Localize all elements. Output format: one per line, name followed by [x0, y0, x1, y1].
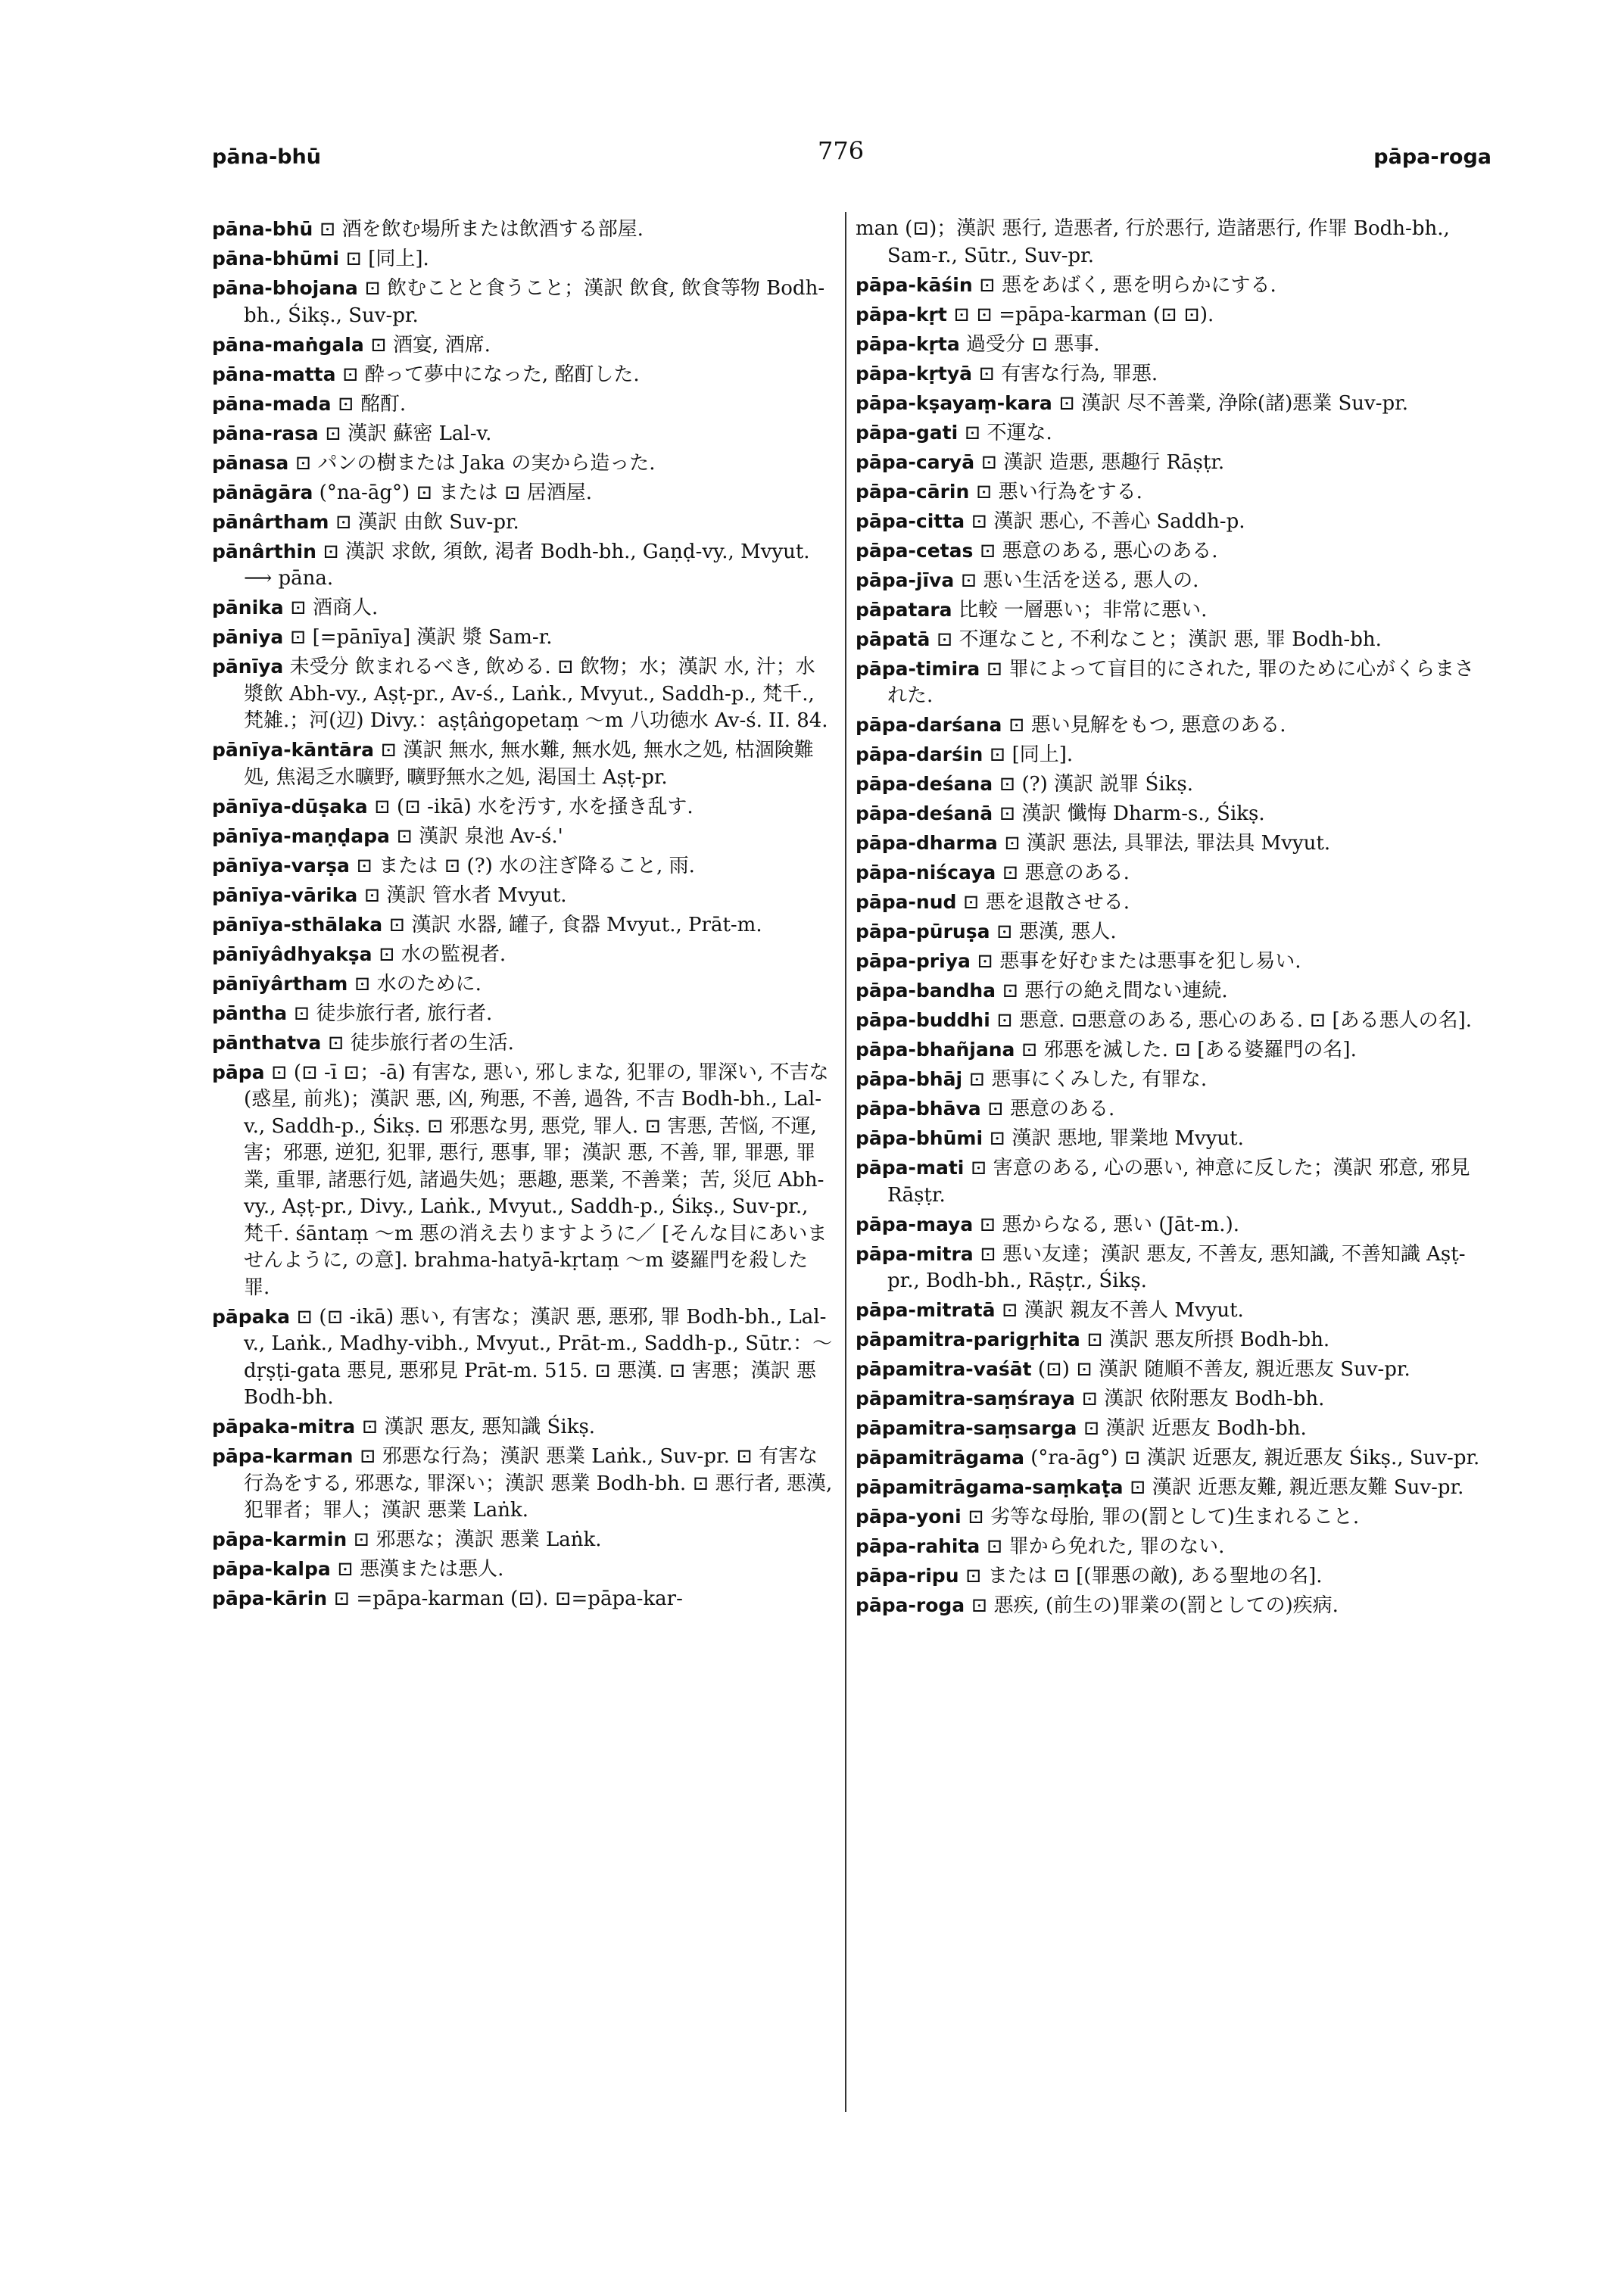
definition: ⊡ 不運な. — [964, 421, 1052, 444]
definition: ⊡ 漢訳 悪友, 悪知識 Śikṣ. — [361, 1416, 596, 1438]
dictionary-entry — [212, 1443, 833, 1525]
definition: ⊡ 漢訳 無水, 無水難, 無水処, 無水之処, 枯涸険難処, 焦渇乏水曠野, 曠野無水之処, 渇国土 Aṣṭ-pr. — [244, 739, 814, 789]
definition: ⊡ 劣等な母胎, 罪の(罰として)生まれること. — [968, 1506, 1360, 1528]
definition: ⊡ 不運なこと, 不利なこと；漢訳 悪, 罪 Bodh-bh. — [936, 628, 1382, 651]
definition: ⊡ 漢訳 由飲 Suv-pr. — [335, 510, 519, 534]
dictionary-entry — [212, 737, 833, 791]
dictionary-entry — [856, 771, 1484, 799]
definition: ⊡ 酔って夢中になった, 酩酊した. — [341, 363, 640, 386]
dictionary-entry — [212, 594, 833, 622]
headword: pāpa-kṛt — [856, 303, 947, 326]
definition: ⊡ 飲むことと食うこと；漢訳 飲食, 飲食等物 Bodh-bh., Śikṣ., Suv-pr. — [244, 277, 825, 327]
definition: ⊡ 漢訳 水器, 罐子, 食器 Mvyut., Prāt-m. — [388, 913, 762, 936]
page-header — [212, 136, 1492, 182]
definition: ⊡ 水のために. — [354, 972, 482, 995]
definition: ⊡ 悪漢, 悪人. — [996, 921, 1117, 943]
definition: ⊡ パンの樹または Jaka の実から造った. — [295, 451, 656, 475]
headword: pānīyâdhyakṣa — [212, 942, 372, 965]
dictionary-entry — [856, 508, 1484, 536]
definition: ⊡ 悪い見解をもつ, 悪意のある. — [1008, 714, 1286, 737]
dictionary-entry — [856, 1241, 1484, 1295]
definition: ⊡ 悪からなる, 悪い (Jāt-m.). — [979, 1213, 1239, 1236]
headword: pāpa-kṣayaṃ-kara — [856, 391, 1052, 414]
definition: ⊡ (⊡ -ī ⊡；-ā) 有害な, 悪い, 邪しまな, 犯罪の, 罪深い, 不吉な(惑星, 前兆)；漢訳 悪, 凶, 殉悪, 不善, 過咎, 不吉 Bodh-bh., Lal-v., Saddh-p., Śikṣ. ⊡ 邪悪な男, 悪党, 罪人. ⊡ 害悪, 苦悩, 不運, 害；邪悪, 逆犯, 犯罪, 悪行, 悪事, 罪；漢訳 悪, 不善, 罪, 罪悪, 罪業, 重罪, 諸悪行処, 諸過失処；悪趣, 悪業, 不善業；苦, 災厄 Abh-vy., Aṣṭ-pr., Divy., Laṅk., Mvyut., Saddh-p., Śikṣ., Suv-pr., 梵千. śāntaṃ ～m 悪の消え去りますように／ [そんな目にあいませんように, の意]. brahma-hatyā-kṛtaṃ ～m 婆羅門を殺した罪. — [244, 1061, 829, 1299]
headword: pāpa-yoni — [856, 1506, 962, 1528]
headword: pāpamitra-saṃśraya — [856, 1388, 1075, 1410]
headword: pānīya-dūṣaka — [212, 795, 368, 818]
definition: ⊡ 漢訳 尽不善業, 浄除(諸)悪業 Suv-pr. — [1058, 391, 1408, 415]
definition: ⊡ ⊡ =pāpa-karman (⊡ ⊡). — [953, 303, 1214, 326]
headword: pāna-rasa — [212, 422, 319, 444]
dictionary-entry — [856, 331, 1484, 359]
headword: pāpa-gati — [856, 421, 959, 444]
dictionary-entry — [856, 1211, 1484, 1239]
headword: pāpamitrāgama-saṃkaṭa — [856, 1476, 1124, 1498]
definition: ⊡ 悪意のある, 悪心のある. — [979, 539, 1218, 562]
dictionary-entry — [856, 1036, 1484, 1064]
definition: ⊡ 漢訳 悪地, 罪業地 Mvyut. — [989, 1127, 1244, 1150]
headword: pāpa-caryā — [856, 450, 975, 473]
dictionary-entry — [212, 245, 833, 273]
dictionary-entry — [856, 597, 1484, 625]
dictionary-entry — [212, 538, 833, 593]
dictionary-entry — [856, 1503, 1484, 1531]
dictionary-entry — [212, 653, 833, 735]
definition: ⊡ 邪悪を滅した. ⊡ [ある婆羅門の名]. — [1021, 1039, 1357, 1061]
dictionary-entry — [856, 390, 1484, 418]
definition: ⊡ 悪意. ⊡悪意のある, 悪心のある. ⊡ [ある悪人の名]. — [996, 1009, 1473, 1032]
dictionary-entry — [856, 478, 1484, 506]
headword: pāpa-buddhi — [856, 1009, 990, 1031]
headword: pāpa-kāśin — [856, 273, 973, 296]
dictionary-entry — [856, 1533, 1484, 1561]
definition: ⊡ [=pānīya] 漢訳 漿 Sam-r. — [289, 626, 553, 649]
headword: pāpa-citta — [856, 509, 965, 532]
headword: pāniya — [212, 626, 284, 648]
dictionary-entry — [856, 859, 1484, 887]
definition: ⊡ 邪悪な行為；漢訳 悪業 Laṅk., Suv-pr. ⊡ 有害な行為をする, 邪悪な, 罪深い；漢訳 悪業 Bodh-bh. ⊡ 悪行者, 悪漢, 犯罪者；罪人；漢訳 悪業 Laṅk. — [244, 1445, 833, 1522]
headword: pāpamitrāgama — [856, 1447, 1024, 1469]
dictionary-entry — [856, 1095, 1484, 1123]
headword: pāpa-priya — [856, 950, 971, 972]
headword: pānāgāra — [212, 481, 313, 503]
dictionary-entry — [212, 911, 833, 939]
dictionary-entry — [212, 882, 833, 910]
headword: pāpa-karman — [212, 1445, 354, 1467]
headword: pānīya-vārika — [212, 883, 358, 906]
definition: ⊡ 罪から免れた, 罪のない. — [986, 1535, 1225, 1558]
definition: ⊡ 酒宴, 酒席. — [370, 333, 491, 357]
headword: pāpa-jīva — [856, 569, 955, 591]
headword: pāpa-nud — [856, 891, 957, 913]
definition: ⊡ 悪意のある. — [987, 1098, 1115, 1120]
dictionary-entry — [856, 1415, 1484, 1443]
headword: pāpa-bhāva — [856, 1098, 981, 1120]
dictionary-entry — [856, 800, 1484, 828]
headword: pāpatara — [856, 598, 952, 621]
headword: pāpa-kṛta — [856, 332, 960, 355]
definition: ⊡ 酩酊. — [337, 392, 407, 416]
headword: pānīya — [212, 656, 284, 678]
dictionary-entry — [856, 830, 1484, 858]
headword: pāpa-darśana — [856, 714, 1002, 736]
definition: ⊡ 悪意のある. — [1002, 861, 1130, 884]
dictionary-entry — [212, 1059, 833, 1302]
headword: pāpa-bhāj — [856, 1068, 963, 1090]
dictionary-entry — [856, 948, 1484, 976]
dictionary-entry — [856, 741, 1484, 769]
definition: man (⊡)；漢訳 悪行, 造悪者, 行於悪行, 造諸悪行, 作罪 Bodh-bh., Sam-r., Sūtr., Suv-pr. — [856, 217, 1450, 267]
headword: pāpa-dharma — [856, 832, 998, 854]
headword: pāpamitra-saṃsarga — [856, 1417, 1077, 1439]
headword: pāpa-ripu — [856, 1565, 959, 1587]
dictionary-entry — [212, 941, 833, 969]
definition: ⊡ 酒商人. — [289, 597, 379, 619]
dictionary-entry — [212, 509, 833, 537]
definition: ⊡ (?) 漢訳 説罪 Śikṣ. — [999, 773, 1194, 796]
definition: ⊡ 徒歩旅行者, 旅行者. — [293, 1002, 493, 1025]
dictionary-entry — [212, 1585, 833, 1613]
definition: ⊡ [同上]. — [345, 248, 429, 270]
definition: 過受分 ⊡ 悪事. — [965, 332, 1100, 356]
headword: pāpa-kṛtyā — [856, 362, 972, 385]
definition: ⊡ 悪疾, (前生の)罪業の(罰としての)疾病. — [971, 1594, 1339, 1617]
headword: pānthatva — [212, 1031, 322, 1054]
dictionary-entry — [856, 1385, 1484, 1413]
headword: pāna-mada — [212, 392, 332, 415]
definition: ⊡ 悪を退散させる. — [962, 891, 1130, 914]
headword: pāpa-mitra — [856, 1242, 974, 1265]
definition: (⊡) ⊡ 漢訳 随順不善友, 親近悪友 Suv-pr. — [1037, 1358, 1410, 1381]
definition: ⊡ 悪事にくみした, 有罪な. — [968, 1068, 1208, 1091]
dictionary-entry — [212, 1000, 833, 1028]
definition: (°na-āg°) ⊡ または ⊡ 居酒屋. — [319, 481, 593, 504]
headword: pāpatā — [856, 628, 930, 650]
headword: pāna-maṅgala — [212, 333, 364, 356]
dictionary-entry — [212, 852, 833, 880]
dictionary-entry — [856, 977, 1484, 1005]
dictionary-entry — [856, 1007, 1484, 1035]
dictionary-entry — [856, 537, 1484, 565]
definition: ⊡ (⊡ -ikā) 悪い, 有害な；漢訳 悪, 悪邪, 罪 Bodh-bh., Lal-v., Laṅk., Madhy-vibh., Mvyut., Prāt-m., Saddh-p., Sūtr.：～dṛṣṭi-gata 悪見, 悪邪見 Prāt-m. 515. ⊡ 悪漢. ⊡ 害悪；漢訳 悪 Bodh-bh. — [244, 1305, 833, 1409]
dictionary-entry — [856, 1356, 1484, 1384]
dictionary-entry — [856, 889, 1484, 917]
page-number: 776 — [818, 136, 865, 165]
headword: pāpamitra-parigṛhita — [856, 1329, 1080, 1351]
definition: ⊡ 漢訳 悪心, 不善心 Saddh-p. — [971, 509, 1245, 533]
headword: pāpa-kārin — [212, 1587, 328, 1609]
headword: pānika — [212, 597, 284, 618]
dictionary-entry — [856, 1444, 1484, 1472]
headword: pāpa-karmin — [212, 1528, 348, 1550]
definition: ⊡ 罪によって盲目的にされた, 罪のために心がくらまされた. — [887, 657, 1475, 707]
definition: ⊡ 酒を飲む場所または飲酒する部屋. — [319, 218, 644, 241]
headword: pāna-bhū — [212, 218, 313, 240]
dictionary-entry — [856, 272, 1484, 300]
dictionary-entry — [856, 567, 1484, 595]
definition: ⊡ 悪い行為をする. — [975, 480, 1142, 503]
definition: ⊡ (⊡ -ikā) 水を汚す, 水を掻き乱す. — [373, 795, 694, 818]
headword: pānīya-varṣa — [212, 854, 350, 877]
headword: pāpa-pūruṣa — [856, 921, 990, 942]
definition: ⊡ 悪行の絶え間ない連続. — [1002, 980, 1228, 1002]
definition: ⊡ 漢訳 造悪, 悪趣行 Rāṣṭr. — [980, 450, 1225, 474]
headword: pāpa-mitratā — [856, 1299, 996, 1321]
dictionary-entry — [856, 1474, 1484, 1502]
definition: ⊡ 漢訳 蘇密 Lal-v. — [325, 422, 492, 445]
definition: ⊡ 水の監視者. — [378, 942, 507, 966]
column-divider — [845, 212, 846, 2112]
dictionary-entry — [856, 360, 1484, 388]
definition: ⊡ または ⊡ [(罪悪の敵), ある聖地の名]. — [965, 1565, 1323, 1587]
right-column — [856, 216, 1484, 1622]
dictionary-entry — [856, 626, 1484, 654]
headword: pāpa — [212, 1061, 265, 1083]
definition: ⊡ 漢訳 泉池 Av-ś.' — [396, 824, 563, 848]
definition: ⊡ =pāpa-karman (⊡). ⊡=pāpa-kar- — [333, 1587, 683, 1610]
definition: ⊡ 漢訳 管水者 Mvyut. — [363, 883, 567, 907]
dictionary-entry — [212, 1413, 833, 1441]
headword: pāpa-roga — [856, 1594, 965, 1616]
dictionary-entry — [856, 712, 1484, 740]
dictionary-entry — [212, 361, 833, 389]
definition: ⊡ 漢訳 依附悪友 Bodh-bh. — [1081, 1388, 1325, 1410]
dictionary-entry — [856, 1297, 1484, 1325]
dictionary-entry — [212, 624, 833, 652]
definition: ⊡ 有害な行為, 罪悪. — [978, 362, 1158, 385]
headword: pāna-bhūmi — [212, 248, 339, 269]
headword: pāpa-bhañjana — [856, 1039, 1015, 1061]
dictionary-entry — [212, 275, 833, 329]
left-column — [212, 216, 833, 1615]
definition: ⊡ 漢訳 懺悔 Dharm-s., Śikṣ. — [999, 802, 1265, 825]
headword: pāpa-rahita — [856, 1535, 980, 1557]
headword: pāpa-mati — [856, 1157, 965, 1179]
definition: ⊡ 悪い生活を送る, 悪人の. — [960, 569, 1199, 592]
running-head-right: pāpa-roga — [1373, 145, 1492, 169]
definition: ⊡ 悪い友達；漢訳 悪友, 不善友, 悪知識, 不善知識 Aṣṭ-pr., Bodh-bh., Rāṣṭr., Śikṣ. — [887, 1242, 1466, 1292]
headword: pāpa-cārin — [856, 480, 970, 503]
headword: pāpa-bhūmi — [856, 1127, 983, 1149]
definition: ⊡ 徒歩旅行者の生活. — [327, 1031, 514, 1055]
definition: ⊡ 害意のある, 心の悪い, 神意に反した；漢訳 邪意, 邪見 Rāṣṭr. — [887, 1157, 1470, 1207]
dictionary-entry — [212, 1304, 833, 1412]
dictionary-entry — [212, 391, 833, 419]
dictionary-entry — [856, 1154, 1484, 1209]
headword: pāpa-darśin — [856, 743, 983, 765]
headword: pāntha — [212, 1002, 288, 1024]
headword: pāna-matta — [212, 363, 336, 385]
definition: ⊡ 悪事を好むまたは悪事を犯し易い. — [977, 950, 1301, 973]
headword: pānârtham — [212, 510, 329, 533]
dictionary-entry — [856, 918, 1484, 946]
definition: ⊡ [同上]. — [989, 743, 1074, 766]
dictionary-entry — [212, 793, 833, 821]
dictionary-entry — [212, 450, 833, 478]
headword: pāpaka-mitra — [212, 1416, 356, 1438]
headword: pāna-bhojana — [212, 277, 358, 299]
headword: pāpa-niścaya — [856, 861, 996, 883]
definition: ⊡ 悪をあばく, 悪を明らかにする. — [978, 273, 1276, 297]
definition: ⊡ 漢訳 近悪友 Bodh-bh. — [1083, 1417, 1307, 1440]
dictionary-entry — [856, 1592, 1484, 1620]
dictionary-entry — [212, 1556, 833, 1584]
headword: pānīya-sthālaka — [212, 913, 383, 936]
definition: (°ra-āg°) ⊡ 漢訳 近悪友, 親近悪友 Śikṣ., Suv-pr. — [1030, 1447, 1480, 1469]
dictionary-entry — [856, 1066, 1484, 1094]
dictionary-entry — [212, 1030, 833, 1058]
headword: pānīyârtham — [212, 972, 348, 995]
definition: 未受分 飲まれるべき, 飲める. ⊡ 飲物；水；漢訳 水, 汁；水漿飲 Abh-vy., Aṣṭ-pr., Av-ś., Laṅk., Mvyut., Saddh-p., 梵千., 梵雑.；河(辺) Divy.：aṣṭâṅgopetaṃ ～m 八功徳水 Av-ś. II. 84. — [244, 656, 828, 732]
definition: 比較 一層悪い；非常に悪い. — [958, 598, 1208, 622]
definition: ⊡ 漢訳 親友不善人 Mvyut. — [1001, 1299, 1244, 1322]
definition: ⊡ 悪漢または悪人. — [337, 1558, 504, 1581]
dictionary-entry — [856, 216, 1484, 269]
dictionary-entry — [856, 419, 1484, 447]
definition: ⊡ 邪悪な；漢訳 悪業 Laṅk. — [353, 1528, 602, 1551]
dictionary-entry — [856, 1562, 1484, 1590]
dictionary-entry — [856, 301, 1484, 329]
headword: pāpaka — [212, 1305, 291, 1328]
headword: pāpa-cetas — [856, 539, 974, 562]
headword: pāpa-kalpa — [212, 1558, 331, 1580]
dictionary-entry — [212, 479, 833, 507]
dictionary-entry — [212, 970, 833, 999]
definition: ⊡ または ⊡ (?) 水の注ぎ降ること, 雨. — [356, 854, 695, 877]
dictionary-entry — [856, 1326, 1484, 1354]
headword: pāpa-bandha — [856, 980, 996, 1002]
dictionary-entry — [856, 449, 1484, 477]
headword: pāpa-deśana — [856, 773, 993, 795]
headword: pāpa-timira — [856, 657, 980, 680]
dictionary-entry — [212, 332, 833, 360]
definition: ⊡ 漢訳 求飲, 須飲, 渇者 Bodh-bh., Gaṇḍ-vy., Mvyut. ⟶ pāna. — [244, 540, 810, 590]
headword: pānârthin — [212, 540, 316, 562]
dictionary-entry — [856, 1125, 1484, 1153]
dictionary-entry — [212, 823, 833, 851]
headword: pānīya-maṇḍapa — [212, 824, 390, 847]
headword: pānasa — [212, 451, 289, 474]
headword: pāpa-deśanā — [856, 802, 993, 824]
headword: pāpamitra-vaśāt — [856, 1358, 1032, 1380]
dictionary-entry — [212, 1526, 833, 1554]
dictionary-entry — [212, 216, 833, 244]
headword: pānīya-kāntāra — [212, 739, 374, 761]
dictionary-entry — [856, 656, 1484, 710]
running-head-left: pāna-bhū — [212, 145, 321, 169]
definition: ⊡ 漢訳 悪法, 具罪法, 罪法具 Mvyut. — [1004, 832, 1331, 855]
dictionary-entry — [212, 420, 833, 448]
definition: ⊡ 漢訳 近悪友難, 親近悪友難 Suv-pr. — [1129, 1476, 1464, 1499]
headword: pāpa-maya — [856, 1213, 974, 1235]
definition: ⊡ 漢訳 悪友所摂 Bodh-bh. — [1086, 1329, 1330, 1351]
